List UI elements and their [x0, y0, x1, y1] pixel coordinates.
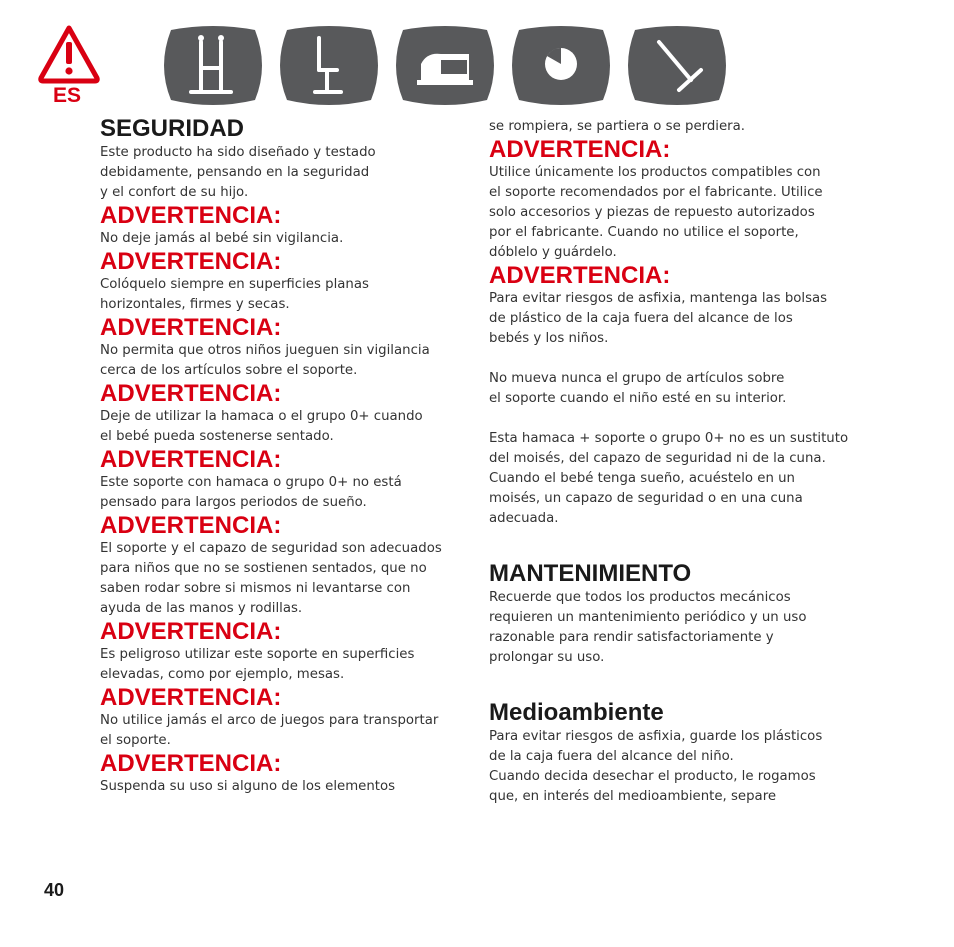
- left-column: [100, 114, 470, 797]
- warning-label: ADVERTENCIA:: [100, 512, 282, 539]
- warning-text: El soporte y el capazo de seguridad son adecuados para niños que no se sostienen sentados, que no saben rodar sobre si mismos ni levantarse con ayuda de las manos y rodillas.: [100, 541, 442, 616]
- warning-text: Para evitar riesgos de asfixia, mantenga las bolsas de plástico de la caja fuera del alcance de los bebés y los niños.: [489, 291, 828, 346]
- section-title-medioambiente: Medioambiente: [489, 699, 664, 726]
- warning-label: ADVERTENCIA:: [100, 380, 282, 407]
- warning-text: Suspenda su uso si alguno de los elementos: [100, 779, 396, 794]
- paragraph: No mueva nunca el grupo de artículos sobre el soporte cuando el niño esté en su interior.: [489, 371, 787, 406]
- warning-text: No utilice jamás el arco de juegos para transportar el soporte.: [100, 713, 439, 748]
- warning-text: Este soporte con hamaca o grupo 0+ no está pensado para largos periodos de sueño.: [100, 475, 402, 510]
- warning-triangle-icon: [37, 24, 101, 84]
- warning-label: ADVERTENCIA:: [100, 684, 282, 711]
- warning-text: Deje de utilizar la hamaca o el grupo 0+ cuando el bebé pueda sostenerse sentado.: [100, 409, 423, 444]
- environment-text: Para evitar riesgos de asfixia, guarde los plásticos de la caja fuera del alcance del niño. Cuando decida desechar el producto, le rogamos que, en interés del medioambiente, separe: [489, 729, 823, 804]
- height-adjust-frame-icon: [164, 26, 262, 105]
- warning-label: ADVERTENCIA:: [100, 750, 282, 777]
- continued-text: se rompiera, se partiera o se perdiera.: [489, 119, 746, 134]
- intro-text: Este producto ha sido diseñado y testado debidamente, pensando en la seguridad y el confort de su hijo.: [100, 145, 376, 200]
- warning-label: ADVERTENCIA:: [100, 314, 282, 341]
- warning-label: ADVERTENCIA:: [489, 262, 671, 289]
- warning-text: Utilice únicamente los productos compatibles con el soporte recomendados por el fabricante. Utilice solo accesorios y piezas de repuesto autorizados por el fabricante. Cuando no utilice el soporte, dóblelo y guárdelo.: [489, 165, 823, 260]
- warning-text: Colóquelo siempre en superficies planas horizontales, firmes y secas.: [100, 277, 369, 312]
- warning-label: ADVERTENCIA:: [100, 446, 282, 473]
- warning-label: ADVERTENCIA:: [100, 202, 282, 229]
- warning-text: Es peligroso utilizar este soporte en superficies elevadas, como por ejemplo, mesas.: [100, 647, 415, 682]
- warning-text: No deje jamás al bebé sin vigilancia.: [100, 231, 344, 246]
- language-code: ES: [53, 84, 82, 107]
- warning-label: ADVERTENCIA:: [100, 248, 282, 275]
- chair-support-icon: [280, 26, 378, 105]
- paragraph: Esta hamaca + soporte o grupo 0+ no es un sustituto del moisés, del capazo de seguridad ni de la cuna. Cuando el bebé tenga sueño, acuéstelo en un moisés, un capazo de seguridad o en una cuna adecuada.: [489, 431, 849, 526]
- warning-label: ADVERTENCIA:: [489, 136, 671, 163]
- warning-text: No permita que otros niños jueguen sin vigilancia cerca de los artículos sobre el soporte.: [100, 343, 430, 378]
- folding-stand-icon: [628, 26, 726, 105]
- product-icons-row: [163, 24, 728, 108]
- right-column: [489, 117, 859, 807]
- maintenance-text: Recuerde que todos los productos mecánicos requieren un mantenimiento periódico y un uso razonable para rendir satisfactoriamente y prolongar su uso.: [489, 590, 807, 665]
- bassinet-icon: [396, 26, 494, 105]
- warning-label: ADVERTENCIA:: [100, 618, 282, 645]
- clock-timer-icon: [512, 26, 610, 105]
- page-number: 40: [44, 880, 65, 900]
- section-title-mantenimiento: MANTENIMIENTO: [489, 560, 692, 587]
- section-title-seguridad: SEGURIDAD: [100, 115, 245, 142]
